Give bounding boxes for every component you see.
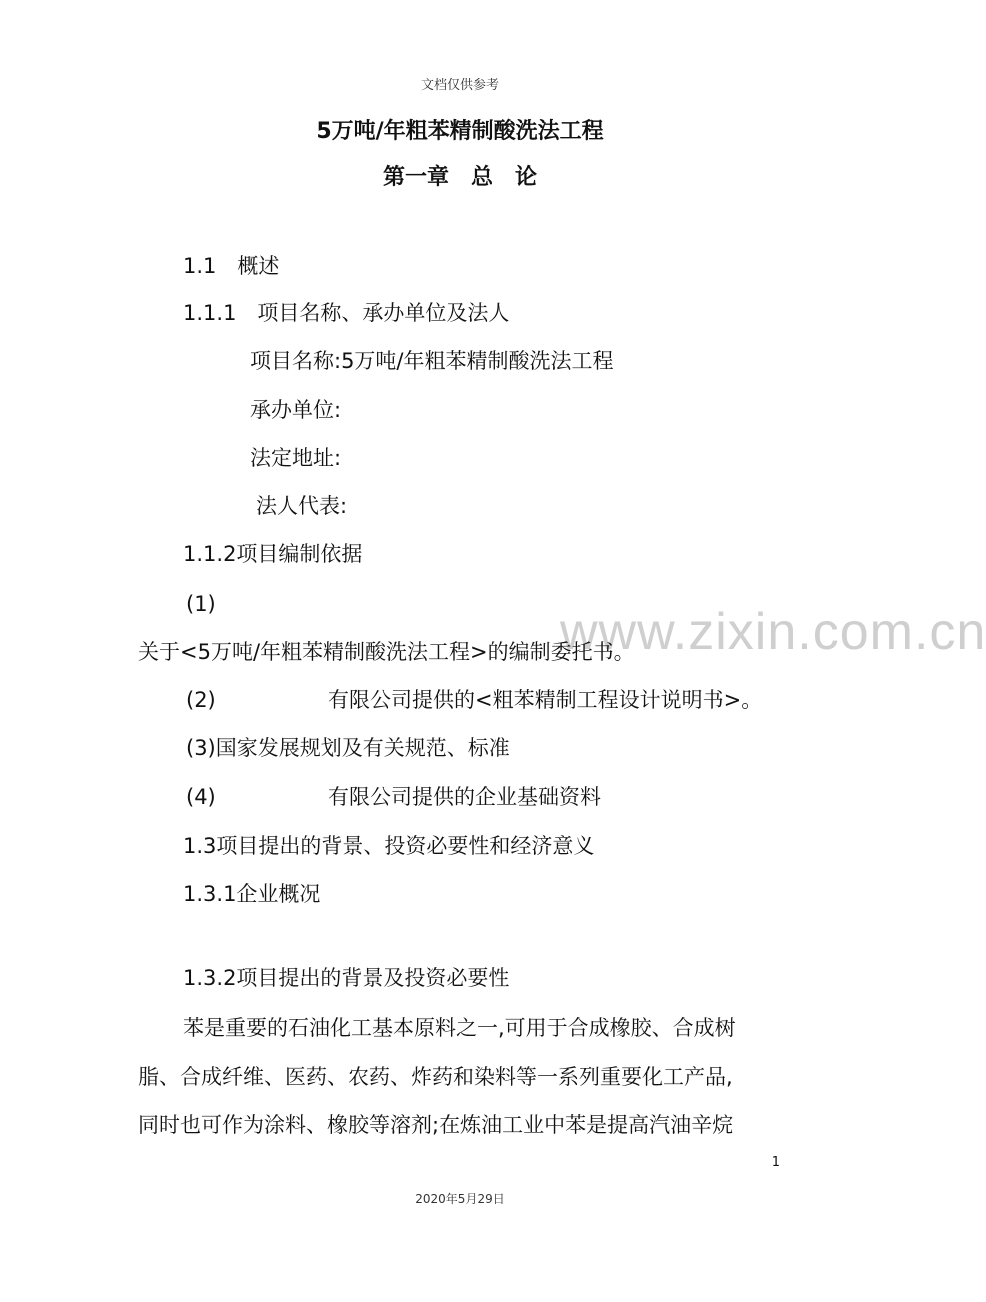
basis-1-number: (1) — [186, 592, 216, 616]
basis-1-text: 关于<5万吨/年粗苯精制酸洗法工程>的编制委托书。 — [138, 640, 635, 664]
basis-4-number: (4) — [186, 785, 216, 809]
basis-4-text: 有限公司提供的企业基础资料 — [328, 785, 601, 809]
undertaker-line: 承办单位: — [250, 398, 342, 422]
project-name-line: 项目名称:5万吨/年粗苯精制酸洗法工程 — [250, 349, 614, 373]
watermark: www.zixin.com.cn — [560, 603, 986, 661]
section-1-3-heading: 1.3项目提出的背景、投资必要性和经济意义 — [183, 834, 595, 858]
legal-address-line: 法定地址: — [250, 446, 342, 470]
section-1-3-2-heading: 1.3.2项目提出的背景及投资必要性 — [183, 966, 510, 990]
paragraph-line-2: 脂、合成纤维、医药、农药、炸药和染料等一系列重要化工产品, — [138, 1065, 733, 1089]
footer-date: 2020年5月29日 — [415, 1192, 505, 1206]
section-1-1-1-heading: 1.1.1 项目名称、承办单位及法人 — [183, 301, 510, 325]
section-1-1-heading: 1.1 概述 — [183, 254, 280, 278]
section-1-3-1-heading: 1.3.1企业概况 — [183, 882, 321, 906]
legal-representative-line: 法人代表: — [256, 494, 348, 518]
section-1-1-2-heading: 1.1.2项目编制依据 — [183, 542, 363, 566]
header-note: 文档仅供参考 — [420, 78, 499, 93]
basis-2-text: 有限公司提供的<粗苯精制工程设计说明书>。 — [328, 688, 763, 712]
paragraph-line-3: 同时也可作为涂料、橡胶等溶剂;在炼油工业中苯是提高汽油辛烷 — [138, 1113, 734, 1137]
page-number: 1 — [771, 1155, 780, 1170]
chapter-title: 第一章 总 论 — [382, 165, 537, 190]
basis-3-line: (3)国家发展规划及有关规范、标准 — [186, 736, 510, 760]
document-title: 5万吨/年粗苯精制酸洗法工程 — [316, 119, 604, 144]
paragraph-line-1: 苯是重要的石油化工基本原料之一,可用于合成橡胶、合成树 — [183, 1016, 736, 1040]
basis-2-number: (2) — [186, 688, 216, 712]
